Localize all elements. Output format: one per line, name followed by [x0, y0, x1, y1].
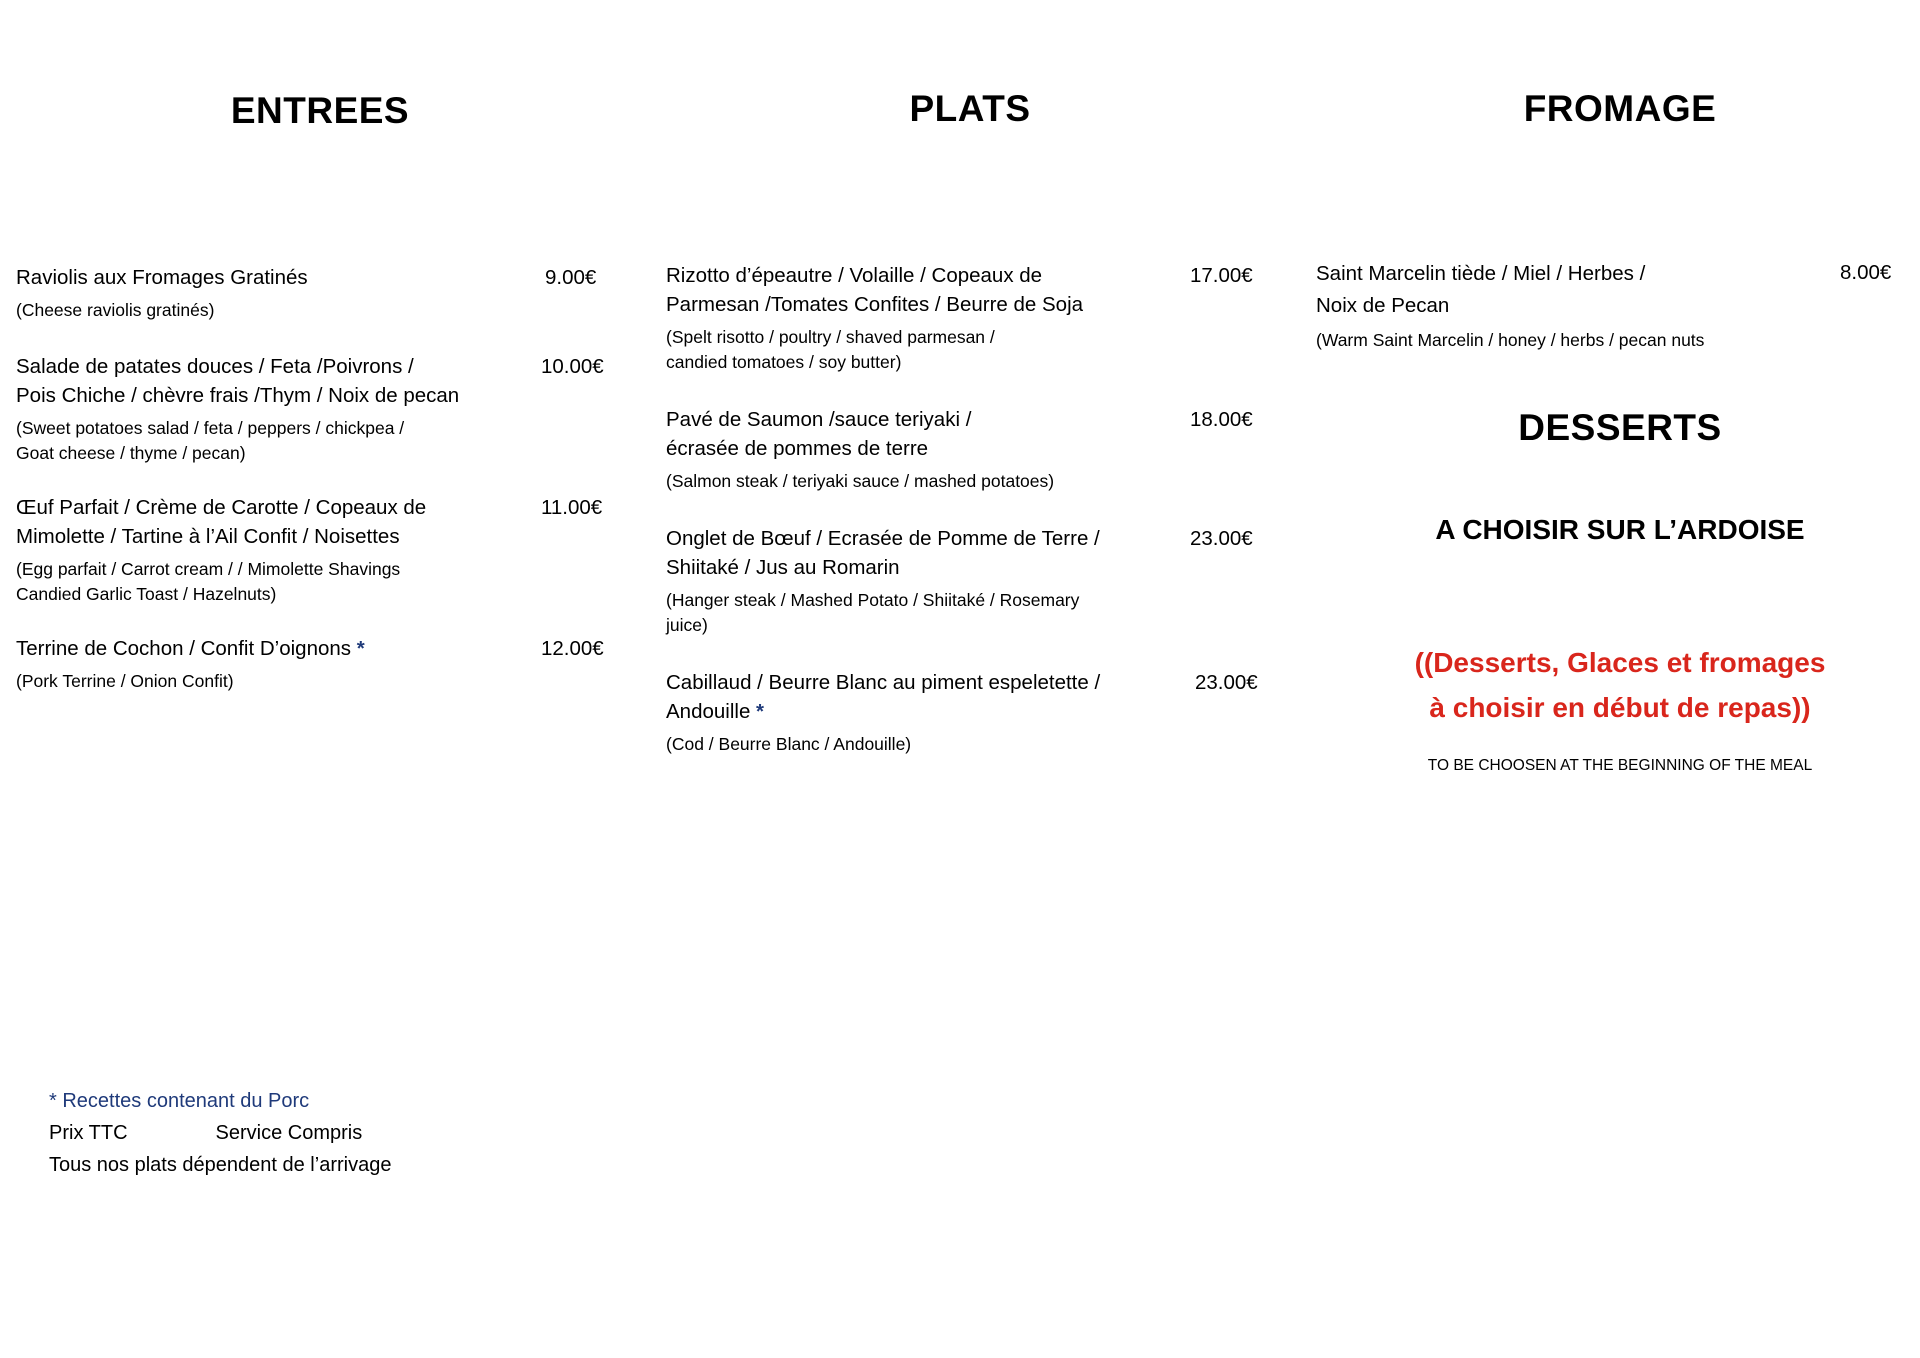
plat-price: 18.00€: [1190, 408, 1253, 431]
arrivage-note: Tous nos plats dépendent de l’arrivage: [49, 1154, 392, 1176]
entree-item: [16, 352, 536, 466]
plat-name: Onglet de Bœuf / Ecrasée de Pomme de Terre / Shiitaké / Jus au Romarin: [666, 527, 1100, 579]
plat-item: [666, 405, 1186, 494]
entree-item: [16, 634, 536, 694]
desserts-subtitle: A CHOISIR SUR L’ARDOISE: [1435, 514, 1805, 545]
entree-item: [16, 263, 536, 323]
plat-item: [666, 668, 1186, 757]
plat-desc: (Cod / Beurre Blanc / Andouille): [666, 734, 912, 754]
entree-desc: (Pork Terrine / Onion Confit): [16, 671, 234, 691]
fromage-heading: FROMAGE: [1523, 88, 1717, 129]
desserts-note-en: TO BE CHOOSEN AT THE BEGINNING OF THE MEAL: [1427, 757, 1813, 774]
plat-desc: (Hanger steak / Mashed Potato / Shiitaké / Rosemary juice): [666, 590, 1080, 635]
plats-heading: PLATS: [909, 88, 1031, 129]
plat-item: [666, 261, 1186, 375]
entree-price: 9.00€: [545, 266, 597, 289]
desserts-heading: DESSERTS: [1518, 407, 1722, 448]
plat-price: 23.00€: [1195, 671, 1258, 694]
plat-name: Rizotto d’épeautre / Volaille / Copeaux de Parmesan /Tomates Confites / Beurre de Soja: [666, 264, 1084, 316]
entree-desc: (Cheese raviolis gratinés): [16, 300, 215, 320]
plat-price: 17.00€: [1190, 264, 1253, 287]
prix-ttc: Prix TTC: [49, 1122, 128, 1144]
fromage-item: [1316, 258, 1816, 353]
entree-desc: (Egg parfait / Carrot cream / / Mimolette Shavings Candied Garlic Toast / Hazelnuts): [16, 559, 401, 604]
entree-price: 10.00€: [541, 355, 604, 378]
plat-name: Pavé de Saumon /sauce teriyaki / écrasée de pommes de terre: [666, 408, 972, 460]
entree-desc: (Sweet potatoes salad / feta / peppers / chickpea / Goat cheese / thyme / pecan): [16, 418, 405, 463]
plat-desc: (Salmon steak / teriyaki sauce / mashed potatoes): [666, 471, 1055, 491]
fromage-desc: (Warm Saint Marcelin / honey / herbs / pecan nuts: [1316, 330, 1705, 350]
pork-star: *: [756, 700, 765, 723]
entrees-heading: ENTREES: [230, 90, 410, 131]
entree-name-row: [16, 634, 536, 663]
plat-item: [666, 524, 1186, 638]
plat-name: Cabillaud / Beurre Blanc au piment espeletette / Andouille: [666, 671, 1101, 723]
fromage-price: 8.00€: [1840, 261, 1892, 284]
pork-note: * Recettes contenant du Porc: [49, 1090, 310, 1112]
footer: [49, 1085, 391, 1181]
entree-price: 11.00€: [541, 496, 603, 519]
entree-name: Salade de patates douces / Feta /Poivrons / Pois Chiche / chèvre frais /Thym / Noix de pecan: [16, 355, 460, 407]
fromage-name: Saint Marcelin tiède / Miel / Herbes / Noix de Pecan: [1316, 262, 1646, 317]
plat-price: 23.00€: [1190, 527, 1253, 550]
entree-price: 12.00€: [541, 637, 604, 660]
desserts-note: ((Desserts, Glaces et fromages à choisir en début de repas)): [1414, 647, 1826, 723]
entree-name: Œuf Parfait / Crème de Carotte / Copeaux de Mimolette / Tartine à l’Ail Confit / Noisettes: [16, 496, 427, 548]
entree-name: Terrine de Cochon / Confit D’oignons: [16, 637, 352, 660]
plat-desc: (Spelt risotto / poultry / shaved parmesan / candied tomatoes / soy butter): [666, 327, 995, 372]
plat-name-row: [666, 668, 1186, 726]
service-compris: Service Compris: [215, 1122, 363, 1144]
price-info: [49, 1117, 391, 1149]
entree-name: Raviolis aux Fromages Gratinés: [16, 266, 308, 289]
entree-item: [16, 493, 536, 607]
pork-star: *: [356, 637, 365, 660]
